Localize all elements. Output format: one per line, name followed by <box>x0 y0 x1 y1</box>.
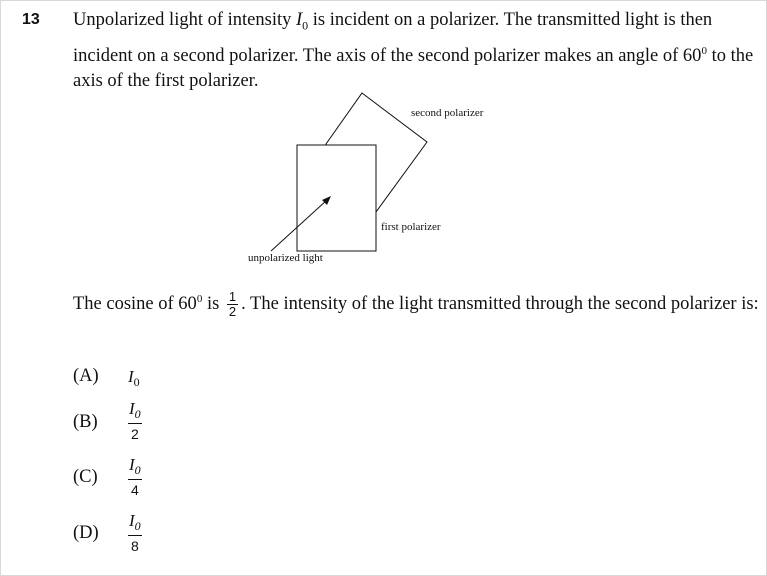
option-a-letter: (A) <box>73 366 99 386</box>
option-c-numerator <box>128 455 142 480</box>
option-c-subscript: 0 <box>134 463 141 478</box>
option-a-value <box>128 367 140 390</box>
option-d-subscript: 0 <box>134 519 141 534</box>
option-b-denominator: 2 <box>130 426 139 443</box>
fraction-numerator: 1 <box>228 289 237 305</box>
one-half-fraction <box>227 290 238 319</box>
cosine-text-2: is <box>202 294 224 315</box>
option-b-letter: (B) <box>73 412 98 432</box>
stem-text-2: is incident on a polarizer. The transmitted light is then incident on a second polarizer. The axis of the second polarizer makes an angle of 60 <box>73 10 713 66</box>
question-number: 13 <box>22 11 40 28</box>
option-c-fraction <box>128 455 142 498</box>
option-c-value <box>128 455 142 500</box>
question-stem <box>73 8 763 94</box>
option-b-value <box>128 399 142 444</box>
option-a-symbol: I <box>128 367 134 386</box>
option-b-fraction <box>128 399 142 442</box>
intensity-subscript: 0 <box>302 18 309 33</box>
option-d-symbol: I <box>129 511 135 530</box>
fraction-denominator: 2 <box>228 304 237 320</box>
option-d-fraction <box>128 511 142 554</box>
option-b-symbol: I <box>129 399 135 418</box>
stem-text-1: Unpolarized light of intensity <box>73 10 296 30</box>
option-d-numerator <box>128 511 142 536</box>
option-a-subscript: 0 <box>133 375 140 390</box>
cosine-degree: 0 <box>196 293 203 305</box>
cosine-text-1: The cosine of 60 <box>73 294 197 315</box>
degree-superscript: 0 <box>701 44 707 57</box>
intensity-symbol: I <box>296 10 303 30</box>
cosine-text-3: . The intensity of the light transmitted through the second polarizer is: <box>241 294 759 315</box>
label-unpolarized-light: unpolarized light <box>248 252 323 264</box>
option-c-symbol: I <box>129 455 135 474</box>
option-d-denominator: 8 <box>130 538 139 555</box>
label-first-polarizer: first polarizer <box>381 221 441 233</box>
option-b-subscript: 0 <box>134 407 141 422</box>
option-c-denominator: 4 <box>130 482 139 499</box>
stem-text-3: to the axis of the first polarizer. <box>73 45 754 91</box>
label-second-polarizer: second polarizer <box>411 107 484 119</box>
option-d-letter: (D) <box>73 523 99 543</box>
option-b-numerator <box>128 399 142 424</box>
option-c-letter: (C) <box>73 467 98 487</box>
option-d-value <box>128 511 142 556</box>
cosine-statement <box>73 286 763 319</box>
